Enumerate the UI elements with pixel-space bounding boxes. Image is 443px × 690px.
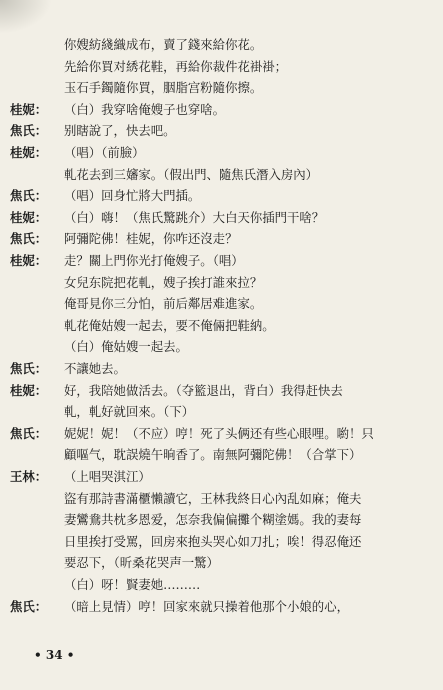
script-line — [0, 446, 443, 464]
line-text: 不讓她去。 — [64, 361, 126, 376]
script-line — [0, 598, 443, 616]
script-line — [0, 144, 443, 162]
script-line — [0, 576, 443, 594]
script-line — [0, 209, 443, 227]
script-line — [0, 425, 443, 443]
script-line — [0, 187, 443, 205]
line-text: （唱）回身忙將大門插。 — [64, 188, 201, 204]
script-line — [0, 317, 443, 335]
speaker-name: 焦氏： — [10, 425, 48, 441]
line-text: 走？關上門你光打俺嫂子。（唱） — [64, 253, 244, 268]
line-text: （上唱哭淇江） — [64, 469, 151, 484]
page-number: • 34 • — [34, 648, 75, 662]
script-line — [0, 490, 443, 508]
speaker-name: 焦氏： — [10, 231, 48, 247]
line-text: 妻鸞鴦共枕多恩爱，怎奈我偏偏攤个糊塗媽。我的妻每 — [64, 512, 362, 528]
speaker-name: 焦氏： — [10, 188, 48, 204]
script-line — [0, 58, 443, 76]
line-text: 妮妮！妮！（不应）哼！死了头俩还有些心眼哩。喲！只 — [64, 425, 374, 441]
line-text: （唱）（前臉） — [64, 145, 145, 160]
line-text: （白）呀！賢妻她……… — [64, 577, 201, 592]
line-text: 軋，軋好就回來。（下） — [64, 404, 195, 420]
script-line — [0, 101, 443, 119]
line-text: 阿彌陀佛！桂妮，你咋还沒走？ — [64, 231, 238, 247]
script-line — [0, 403, 443, 421]
line-text: 俺哥見你三分怕，前后鄰居难進家。 — [64, 296, 263, 312]
line-text: （白）嗨！（焦氏驚跳介）大白天你插門干啥？ — [64, 209, 325, 225]
script-line — [0, 274, 443, 292]
speaker-name: 焦氏： — [10, 361, 48, 376]
speaker-name: 桂妮： — [10, 382, 48, 398]
line-text: 别瞎說了，快去吧。 — [64, 123, 176, 139]
script-line — [0, 533, 443, 551]
script-line — [0, 230, 443, 248]
paper-stain — [0, 0, 52, 34]
speaker-name: 王林： — [10, 469, 48, 484]
speaker-name: 桂妮： — [10, 209, 48, 225]
line-text: 軋花俺姑嫂一起去，要不俺倆把鞋納。 — [64, 317, 275, 333]
line-text: 好，我陪她做活去。（夺籃退出，背白）我得赶快去 — [64, 382, 343, 398]
script-line — [0, 295, 443, 313]
speaker-name: 焦氏： — [10, 123, 48, 139]
script-line — [0, 79, 443, 97]
line-text: 女兒东院把花軋，嫂子挨打誰來拉？ — [64, 274, 263, 290]
script-line — [0, 338, 443, 356]
script-line — [0, 360, 443, 378]
line-text: （白）俺姑嫂一起去。 — [64, 339, 188, 355]
script-line — [0, 252, 443, 270]
speaker-name: 桂妮： — [10, 253, 48, 268]
line-text: 要忍下，（昕桑花哭声一驚） — [64, 555, 219, 571]
line-text: 先給你買对綉花鞋，再給你裁件花褂褂； — [64, 58, 288, 74]
line-text: 軋花去到三嬸家。（假出門、隨焦氏潛入房內） — [64, 166, 319, 182]
line-text: 你嫂紡綫織成布，賣了錢來給你花。 — [64, 37, 263, 52]
script-line — [0, 166, 443, 184]
script-line — [0, 554, 443, 572]
line-text: 日里挨打受罵，回房來抱头哭心如刀扎；唉！得忍俺还 — [64, 533, 362, 549]
script-line — [0, 468, 443, 486]
line-text: （白）我穿啥俺嫂子也穿啥。 — [64, 101, 226, 117]
speaker-name: 焦氏： — [10, 598, 48, 614]
line-text: 盜有那詩書滿櫃懶讀它，王林我終日心內乱如麻；俺夫 — [64, 490, 362, 506]
script-line — [0, 122, 443, 140]
line-text: 玉石手鐲隨你買，胭脂宫粉隨你擦。 — [64, 80, 263, 96]
script-line — [0, 36, 443, 54]
line-text: （暗上見情）哼！回家來就只操着他那个小娘的心， — [64, 598, 349, 614]
line-text: 顧嘔气，耽誤燒午晌香了。南無阿彌陀佛！（合掌下） — [64, 447, 362, 463]
speaker-name: 桂妮： — [10, 145, 48, 160]
script-line — [0, 511, 443, 529]
speaker-name: 桂妮： — [10, 101, 48, 117]
script-line — [0, 382, 443, 400]
